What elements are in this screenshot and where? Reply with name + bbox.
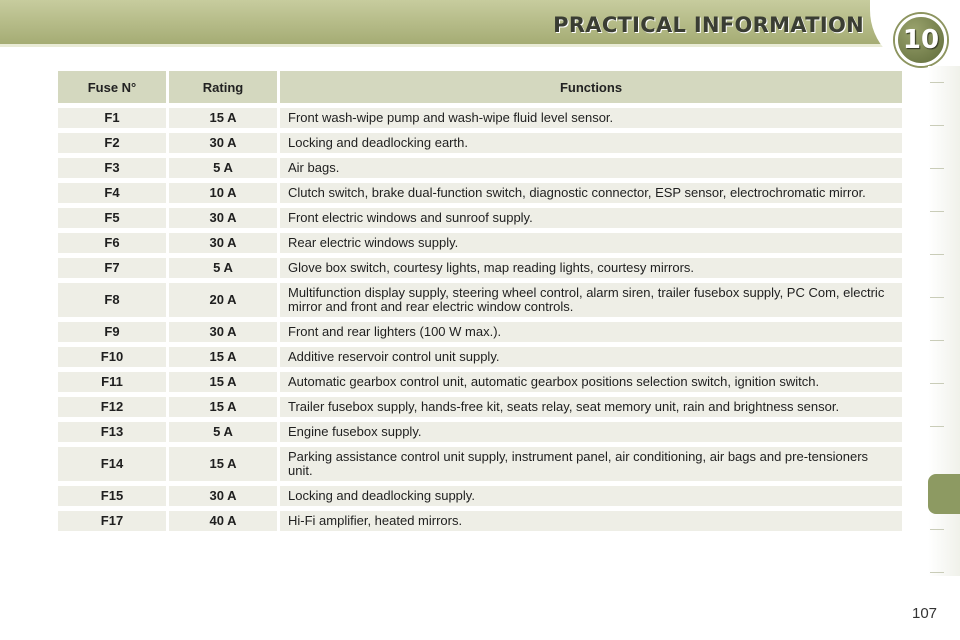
- fuse-rating: 15 A: [169, 397, 277, 417]
- fuse-function: Front and rear lighters (100 W max.).: [280, 322, 902, 342]
- fuse-function: Front electric windows and sunroof supply.: [280, 208, 902, 228]
- side-tab-divider: [930, 125, 944, 126]
- fuse-rating: 5 A: [169, 422, 277, 442]
- fuse-rating: 5 A: [169, 258, 277, 278]
- fuse-rating: 30 A: [169, 486, 277, 506]
- fuse-function: Rear electric windows supply.: [280, 233, 902, 253]
- fuse-function: Air bags.: [280, 158, 902, 178]
- fuse-number: F9: [58, 322, 166, 342]
- table-header-row: [58, 71, 902, 103]
- table-row: [58, 347, 902, 367]
- fuse-rating: 30 A: [169, 322, 277, 342]
- fuse-number: F6: [58, 233, 166, 253]
- fuse-rating: 20 A: [169, 283, 277, 317]
- table-row: [58, 372, 902, 392]
- table-row: [58, 133, 902, 153]
- table-row: [58, 511, 902, 531]
- side-tab-divider: [930, 168, 944, 169]
- fuse-number: F4: [58, 183, 166, 203]
- side-tab-divider: [930, 426, 944, 427]
- fuse-function: Locking and deadlocking supply.: [280, 486, 902, 506]
- fuse-rating: 30 A: [169, 133, 277, 153]
- fuse-rating: 40 A: [169, 511, 277, 531]
- fuse-rating: 30 A: [169, 208, 277, 228]
- table-row: [58, 447, 902, 481]
- fuse-function: Locking and deadlocking earth.: [280, 133, 902, 153]
- side-tab-divider: [930, 340, 944, 341]
- side-tab-divider: [930, 82, 944, 83]
- table-row: [58, 322, 902, 342]
- fuse-table: [55, 66, 905, 536]
- fuse-function: Clutch switch, brake dual-function switch, diagnostic connector, ESP sensor, electrochromatic mirror.: [280, 183, 902, 203]
- table-row: [58, 108, 902, 128]
- table-row: [58, 422, 902, 442]
- column-header-rating: Rating: [169, 71, 277, 103]
- table-row: [58, 158, 902, 178]
- fuse-function: Multifunction display supply, steering wheel control, alarm siren, trailer fusebox supply, PC Com, electric mirror and front and rear electric window controls.: [280, 283, 902, 317]
- fuse-number: F12: [58, 397, 166, 417]
- fuse-number: F5: [58, 208, 166, 228]
- fuse-rating: 10 A: [169, 183, 277, 203]
- side-tab-divider: [930, 297, 944, 298]
- fuse-function: Additive reservoir control unit supply.: [280, 347, 902, 367]
- fuse-rating: 5 A: [169, 158, 277, 178]
- fuse-number: F13: [58, 422, 166, 442]
- fuse-function: Hi-Fi amplifier, heated mirrors.: [280, 511, 902, 531]
- column-header-fuse: Fuse N°: [58, 71, 166, 103]
- table-row: [58, 233, 902, 253]
- side-tab-divider: [930, 211, 944, 212]
- fuse-function: Parking assistance control unit supply, instrument panel, air conditioning, air bags and pre-tensioners unit.: [280, 447, 902, 481]
- fuse-number: F11: [58, 372, 166, 392]
- page-number: 107: [912, 605, 938, 622]
- fuse-number: F8: [58, 283, 166, 317]
- table-row: [58, 283, 902, 317]
- fuse-number: F15: [58, 486, 166, 506]
- fuse-number: F7: [58, 258, 166, 278]
- side-tab-divider: [930, 383, 944, 384]
- fuse-number: F1: [58, 108, 166, 128]
- table-row: [58, 183, 902, 203]
- table-row: [58, 258, 902, 278]
- table-row: [58, 397, 902, 417]
- column-header-functions: Functions: [280, 71, 902, 103]
- fuse-function: Glove box switch, courtesy lights, map reading lights, courtesy mirrors.: [280, 258, 902, 278]
- fuse-number: F17: [58, 511, 166, 531]
- side-tab-divider: [930, 572, 944, 573]
- chapter-badge: 10: [895, 14, 947, 66]
- fuse-function: Automatic gearbox control unit, automatic gearbox positions selection switch, ignition switch.: [280, 372, 902, 392]
- page-title: PRACTICAL INFORMATION: [553, 13, 864, 37]
- side-tab-divider: [930, 529, 944, 530]
- fuse-rating: 15 A: [169, 108, 277, 128]
- fuse-rating: 15 A: [169, 447, 277, 481]
- fuse-function: Front wash-wipe pump and wash-wipe fluid level sensor.: [280, 108, 902, 128]
- fuse-number: F2: [58, 133, 166, 153]
- fuse-function: Trailer fusebox supply, hands-free kit, seats relay, seat memory unit, rain and brightness sensor.: [280, 397, 902, 417]
- fuse-number: F3: [58, 158, 166, 178]
- side-tab-active-chapter[interactable]: [928, 474, 960, 514]
- fuse-rating: 30 A: [169, 233, 277, 253]
- table-body: [58, 108, 902, 531]
- side-tab-divider: [930, 254, 944, 255]
- fuse-rating: 15 A: [169, 372, 277, 392]
- table-row: [58, 208, 902, 228]
- fuse-function: Engine fusebox supply.: [280, 422, 902, 442]
- fuse-rating: 15 A: [169, 347, 277, 367]
- table-row: [58, 486, 902, 506]
- fuse-number: F10: [58, 347, 166, 367]
- fuse-number: F14: [58, 447, 166, 481]
